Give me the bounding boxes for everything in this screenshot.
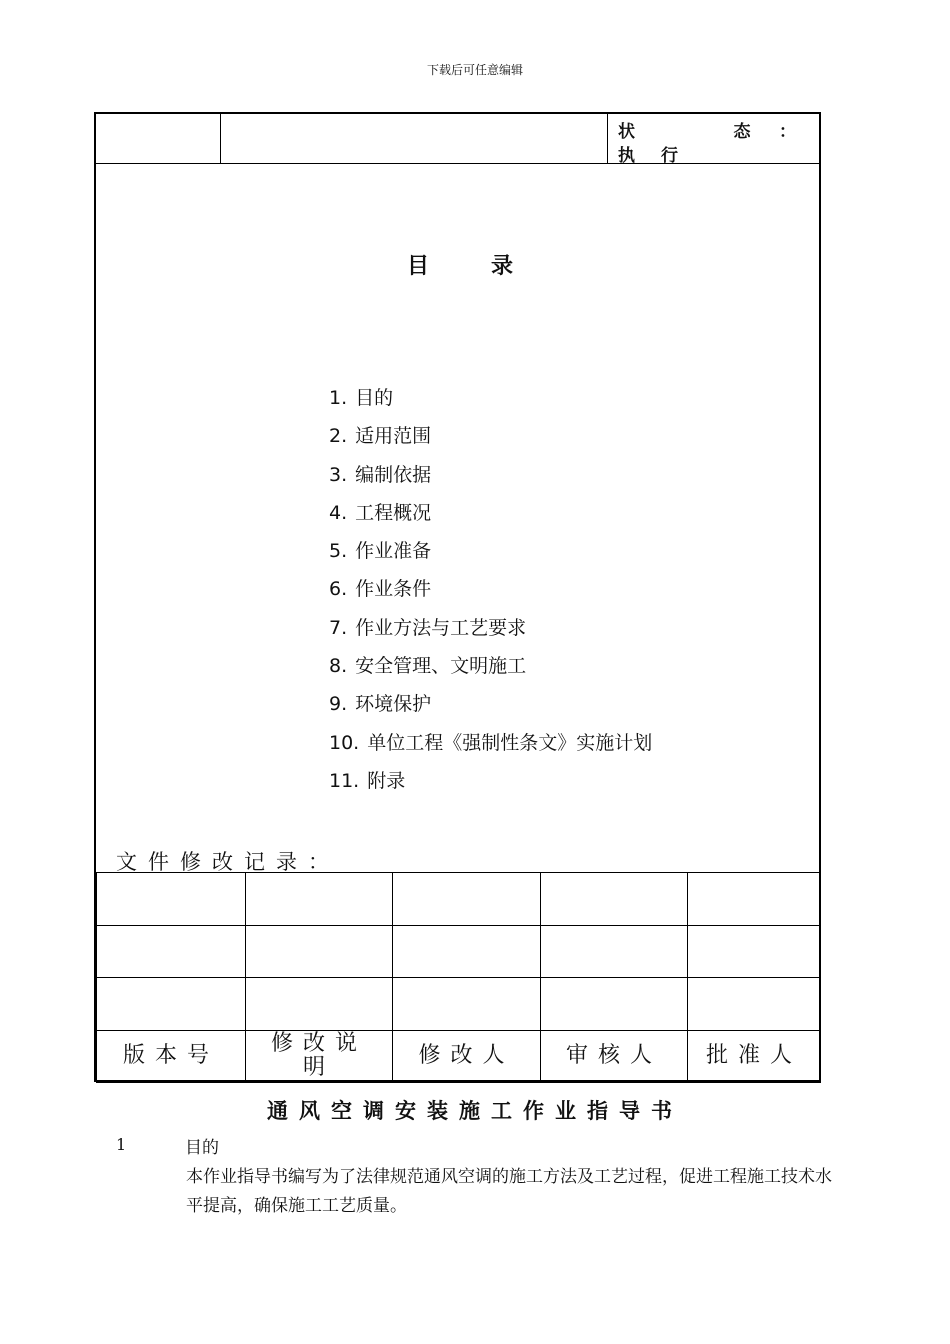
table-cell[interactable] [246,978,393,1031]
table-cell[interactable] [97,978,246,1031]
toc-item-text: 安全管理、文明施工 [355,655,527,678]
toc-item-text: 作业方法与工艺要求 [355,616,527,639]
toc-item[interactable] [329,766,652,804]
toc-item-number: 9. [329,693,348,716]
toc-item[interactable] [329,574,652,612]
table-cell[interactable] [688,978,821,1031]
table-cell[interactable] [97,925,246,978]
status-label [618,117,796,142]
section-number: 1 [116,1135,127,1154]
toc-item-text: 工程概况 [355,501,432,524]
toc-item-number: 10. [329,731,360,754]
toc-item-number: 6. [329,578,348,601]
table-cell[interactable] [541,925,688,978]
toc-item-text: 单位工程《强制性条文》实施计划 [367,731,653,754]
header-col-divider-2 [607,113,608,164]
section-title: 目的 [185,1138,219,1158]
document-title: 通风空调安装施工作业指导书 [267,1098,683,1123]
status-value: 执行 [618,146,704,166]
status-label-char-2: 态 [733,122,751,142]
table-cell[interactable] [393,925,541,978]
toc-item-number: 2. [329,425,348,448]
toc-item-number: 7. [329,616,348,639]
header-col-divider-1 [220,113,221,164]
table-cell[interactable] [541,873,688,926]
toc-item[interactable] [329,383,652,421]
toc-item-text: 适用范围 [355,425,432,448]
column-approver: 批准人 [688,1030,821,1083]
toc-item[interactable] [329,498,652,536]
revision-table [96,872,821,1083]
header-row-divider [95,163,821,164]
toc-item-text: 编制依据 [355,463,432,486]
column-description: 修改说明 [246,1030,393,1083]
toc-list [329,383,652,804]
toc-item[interactable] [329,613,652,651]
table-header-row [97,1030,821,1083]
status-label-char-1: 状 [618,122,635,142]
toc-item-text: 环境保护 [355,693,432,716]
column-reviewer: 审核人 [541,1030,688,1083]
toc-item-number: 3. [329,463,348,486]
toc-item-text: 附录 [367,769,406,792]
section-paragraph: 本作业指导书编写为了法律规范通风空调的施工方法及工艺过程，促进工程施工技术水平提高，确保施工工艺质量。 [186,1167,832,1216]
table-cell[interactable] [541,978,688,1031]
toc-title: 目录 [406,254,575,279]
table-cell[interactable] [246,873,393,926]
toc-item[interactable] [329,460,652,498]
column-modifier: 修改人 [393,1030,541,1083]
toc-item-text: 作业条件 [355,578,432,601]
status-label-colon: ： [779,122,796,142]
table-row [97,873,821,926]
table-cell[interactable] [246,925,393,978]
table-cell[interactable] [688,925,821,978]
toc-item-number: 8. [329,655,348,678]
toc-item-text: 作业准备 [355,540,432,563]
toc-item[interactable] [329,536,652,574]
column-version: 版本号 [97,1030,246,1083]
toc-item[interactable] [329,651,652,689]
header-note: 下载后可任意编辑 [426,63,523,77]
toc-item[interactable] [329,689,652,727]
toc-item-text: 目的 [355,387,394,409]
toc-item-number: 11. [329,769,360,792]
toc-item[interactable] [329,421,652,459]
toc-item-number: 4. [329,501,348,524]
table-cell[interactable] [393,873,541,926]
revision-record-label: 文件修改记录： [116,850,340,874]
table-cell[interactable] [97,873,246,926]
toc-item[interactable] [329,728,652,766]
toc-item-number: 5. [329,540,348,563]
table-cell[interactable] [393,978,541,1031]
table-cell[interactable] [688,873,821,926]
table-row [97,978,821,1031]
toc-item-number: 1. [329,387,348,409]
table-row [97,925,821,978]
